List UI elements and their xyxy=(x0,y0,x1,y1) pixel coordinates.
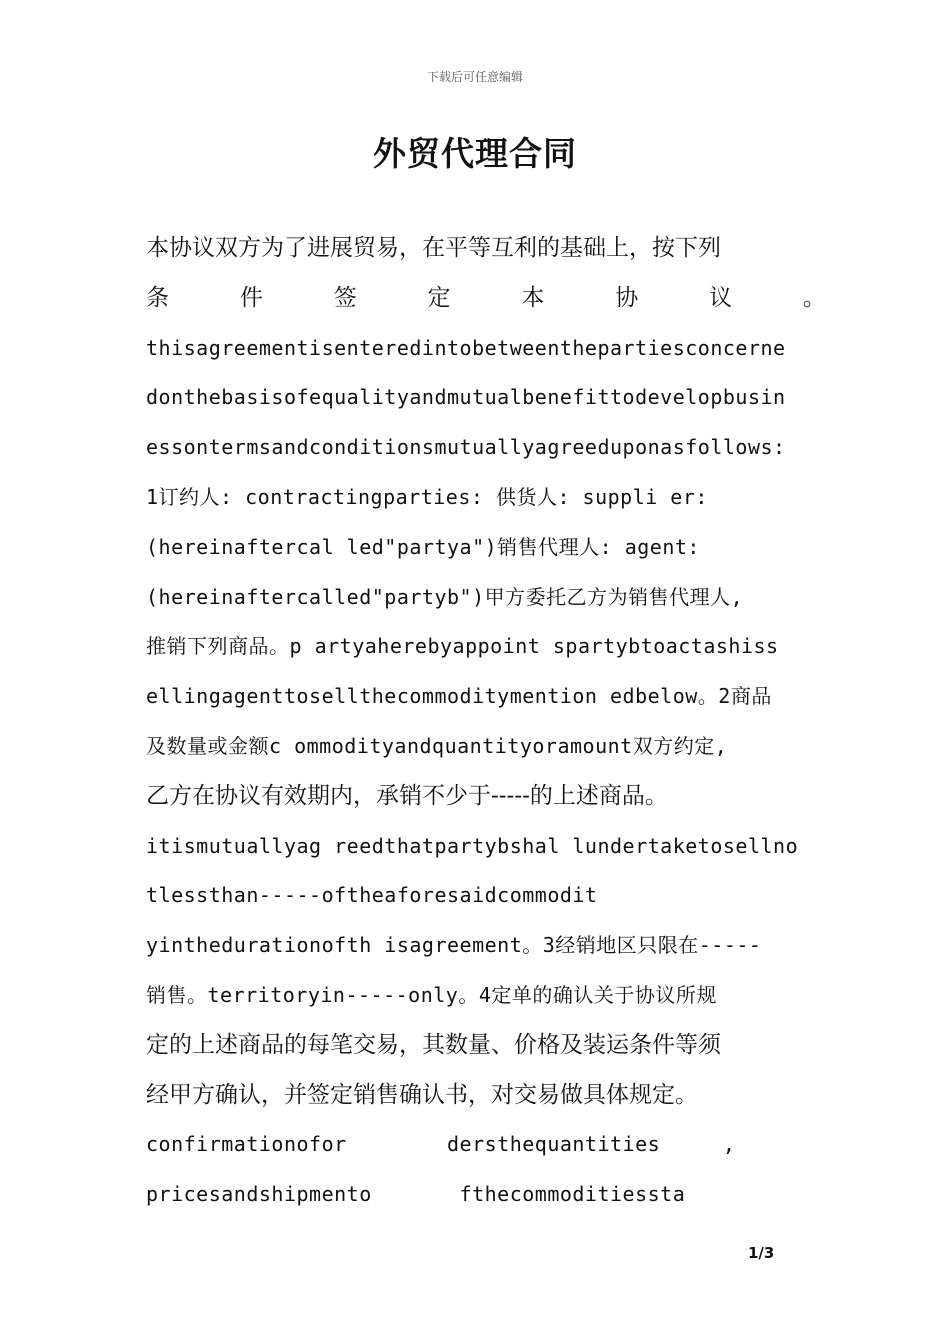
spread-char: 定 xyxy=(427,284,451,311)
body-line: 及数量或金额c ommodityandquantityoramount双方约定, xyxy=(146,733,728,758)
spread-char: 本 xyxy=(521,284,545,311)
spread-char: 议 xyxy=(709,284,733,311)
body-line: (hereinaftercal led"partya")销售代理人: agent: xyxy=(146,534,700,559)
body-line: confirmationofor dersthequantities , xyxy=(146,1132,736,1157)
body-line: yinthedurationofth isagreement。3经销地区只限在----- xyxy=(146,933,762,958)
body-line-spread xyxy=(146,274,826,324)
document-body xyxy=(146,224,826,1220)
spread-char: 条 xyxy=(146,284,169,311)
body-line: donthebasisofequalityandmutualbenefittodevelopbusin xyxy=(146,385,786,410)
spread-char: 协 xyxy=(615,284,639,311)
header-note: 下载后可任意编辑 xyxy=(426,70,523,84)
body-line: (hereinaftercalled"partyb")甲方委托乙方为销售代理人, xyxy=(146,584,744,609)
body-line: 乙方在协议有效期内，承销不少于-----的上述商品。 xyxy=(146,782,668,809)
body-line: essontermsandconditionsmutuallyagreeduponasfollows: xyxy=(146,435,786,460)
body-line: 本协议双方为了进展贸易，在平等互利的基础上，按下列 xyxy=(146,235,721,261)
document-title: 外贸代理合同 xyxy=(373,134,577,173)
body-line: thisagreementisenteredintobetweenthepartiesconcerne xyxy=(146,335,786,360)
body-line: ellingagenttosellthecommoditymention edbelow。2商品 xyxy=(146,684,772,709)
body-line: 推销下列商品。p artyaherebyappoint spartybtoactashiss xyxy=(146,634,779,659)
body-line: tlessthan-----oftheaforesaidcommodit xyxy=(146,883,598,908)
spread-char: 签 xyxy=(333,284,357,311)
body-line: 定的上述商品的每笔交易，其数量、价格及装运条件等须 xyxy=(146,1031,721,1058)
body-line: 1订约人: contractingparties: 供货人: suppli er: xyxy=(146,484,708,509)
body-line: pricesandshipmento fthecommoditiessta xyxy=(146,1182,686,1207)
page-number: 1/3 xyxy=(748,1244,775,1262)
body-line: 销售。territoryin-----only。4定单的确认关于协议所规 xyxy=(146,982,717,1007)
body-line: 经甲方确认，并签定销售确认书，对交易做具体规定。 xyxy=(146,1081,698,1108)
spread-char: 件 xyxy=(239,284,263,311)
spread-char: 。 xyxy=(802,284,826,311)
body-line: itismutuallyag reedthatpartybshal lundertaketosellno xyxy=(146,833,799,858)
